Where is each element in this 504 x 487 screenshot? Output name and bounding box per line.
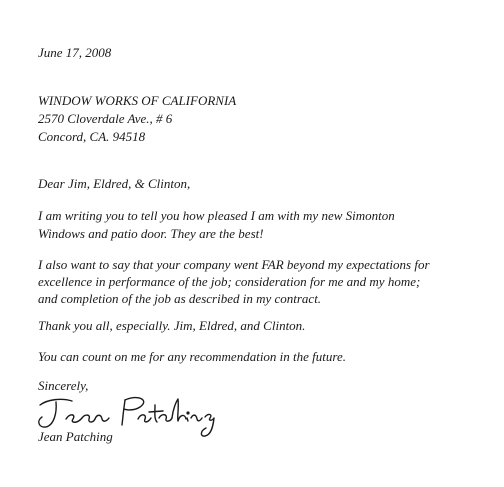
letter-date: June 17, 2008 [38, 45, 112, 60]
paragraph-2-line-2: excellence in performance of the job; consideration for me and my home; [38, 274, 421, 289]
paragraph-1-line-2: Windows and patio door. They are the best! [38, 226, 264, 241]
salutation: Dear Jim, Eldred, & Clinton, [38, 176, 191, 191]
paragraph-2-line-3: and completion of the job as described in my contract. [38, 291, 322, 306]
closing: Sincerely, [38, 378, 89, 393]
recipient-name: WINDOW WORKS OF CALIFORNIA [38, 93, 237, 108]
signer-name: Jean Patching [38, 429, 113, 444]
paragraph-4: You can count on me for any recommendation in the future. [38, 349, 346, 364]
paragraph-1-line-1: I am writing you to tell you how pleased I am with my new Simonton [38, 208, 395, 223]
recipient-street: 2570 Cloverdale Ave., # 6 [38, 111, 173, 126]
paragraph-3: Thank you all, especially. Jim, Eldred, and Clinton. [38, 318, 306, 333]
recipient-city: Concord, CA. 94518 [38, 129, 146, 144]
paragraph-2-line-1: I also want to say that your company went FAR beyond my expectations for [38, 257, 430, 272]
